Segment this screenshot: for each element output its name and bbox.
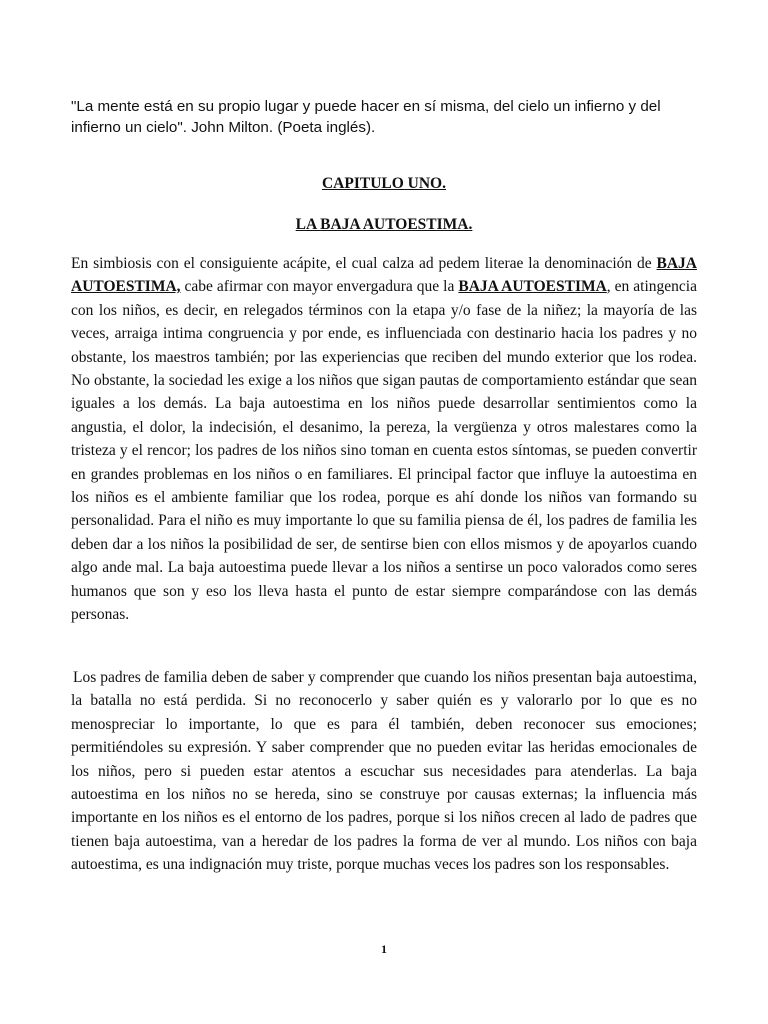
term-baja-autoestima-1: BAJA AUTOESTIMA, bbox=[71, 255, 697, 296]
paragraph-1-text-a: En simbiosis con el consiguiente acápite, el cual calza ad pedem literae la denominación de bbox=[71, 255, 657, 272]
paragraph-1-text-b: cabe afirmar con mayor envergadura que la bbox=[180, 278, 459, 296]
body-paragraph-2: Los padres de familia deben de saber y comprender que cuando los niños presentan baja autoestima, la batalla no está perdida. Si no reconocerlo y saber quién es y valorarlo por lo que es no menospreciar lo importante, lo que es para él también, deben reconocer sus emociones; permitiéndoles su expresión. Y saber comprender que no pueden evitar las heridas emocionales de los niños, pero si pueden estar atentos a escuchar sus necesidades para atenderlas. La baja autoestima en los niños no se hereda, sino se construye por causas externas; la influencia más importante en los niños es el entorno de los padres, porque si los niños crecen al lado de padres que tienen baja autoestima, van a heredar de los padres la forma de ver al mundo. Los niños con baja autoestima, es una indignación muy triste, porque muchas veces los padres son los responsables. bbox=[71, 669, 697, 874]
page-number: 1 bbox=[381, 942, 387, 956]
chapter-title: LA BAJA AUTOESTIMA. bbox=[295, 216, 473, 233]
chapter-number: CAPITULO UNO. bbox=[321, 175, 446, 192]
epigraph-quote: "La mente está en su propio lugar y puede hacer en sí misma, del cielo un infierno y del infierno un cielo". John Milton. (Poeta inglés). bbox=[71, 98, 661, 136]
paragraph-1-text-c: , en atingencia con los niños, es decir, en relegados términos con la etapa y/o fase de la niñez; la mayoría de las veces, arraiga intima congruencia y por ende, es influenciada con destinario hacia los padres y no obstante, los maestros también; por las experiencias que reciben del mundo exterior que los rodea. No obstante, la sociedad les exige a los niños que sigan pautas de comportamiento estándar que sean iguales a los demás. La baja autoestima en los niños puede desarrollar sentimientos como la angustia, el dolor, la indecisión, el desanimo, la pereza, la vergüenza y otros malestares como la tristeza y el rencor; los padres de los niños sino toman en cuenta estos síntomas, se pueden convertir en grandes problemas en los niños o en familiares. El principal factor que influye la autoestima en los niños es el ambiente familiar que los rodea, porque es ahí donde los niños van formando su personalidad. Para el niño es muy importante lo que su familia piensa de él, los padres de familia les deben dar a los niños la posibilidad de ser, de sentirse bien con ellos mismos y de apoyarlos cuando algo ande mal. La baja autoestima puede llevar a los niños a sentirse un poco valorados como seres humanos que son y eso los lleva hasta el punto de estar siempre comparándose con las demás personas. bbox=[71, 278, 697, 624]
term-baja-autoestima-2: BAJA AUTOESTIMA bbox=[458, 278, 607, 296]
body-paragraph-1 bbox=[71, 252, 697, 627]
